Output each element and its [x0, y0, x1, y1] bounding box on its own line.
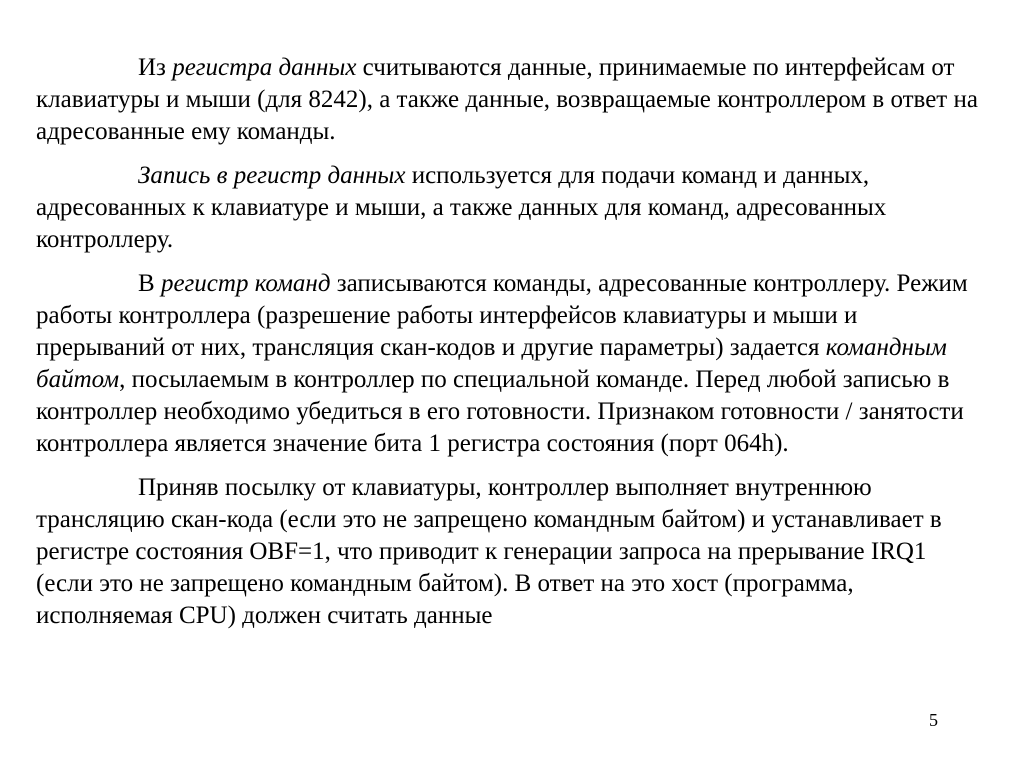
- italic-term: регистра данных: [172, 54, 357, 81]
- text-segment: используется для подачи команд и данных, адресованных к клавиатуре и мыши, а также данных для команд, адресованных контроллеру.: [36, 162, 887, 253]
- text-segment: считываются данные, принимаемые по интерфейсам от клавиатуры и мыши (для 8242), а также данные, возвращаемые контроллером в ответ на адресованные ему команды.: [36, 54, 978, 145]
- italic-term: командным байтом: [36, 334, 947, 393]
- italic-term: регистр команд: [160, 270, 331, 297]
- text-segment: В: [138, 270, 161, 297]
- paragraph-command-register: [36, 268, 988, 460]
- text-segment: Приняв посылку от клавиатуры, контроллер выполняет внутреннюю трансляцию скан-кода (если это не запрещено командным байтом) и устанавливает в регистре состояния OBF=1, что приводит к генерации запроса на прерывание IRQ1 (если это не запрещено командным байтом). В ответ на это хост (программа, исполняемая CPU) должен считать данные: [36, 474, 942, 629]
- text-segment: , посылаемым в контроллер по специальной команде. Перед любой записью в контроллер необходимо убедиться в его готовности. Признаком готовности / занятости контроллера является значение бита 1 регистра состояния (порт 064h).: [36, 366, 964, 457]
- italic-term: Запись в регистр данных: [138, 162, 406, 189]
- paragraph-data-register-read: [36, 52, 988, 148]
- slide-body: [36, 52, 988, 632]
- text-segment: записываются команды, адресованные контроллеру. Режим работы контроллера (разрешение работы интерфейсов клавиатуры и мыши и прерываний от них, трансляция скан-кодов и другие параметры) задается: [36, 270, 968, 361]
- paragraph-keyboard-receive: [36, 472, 988, 632]
- paragraph-data-register-write: [36, 160, 988, 256]
- page-number: 5: [929, 710, 938, 730]
- text-segment: Из: [138, 54, 173, 81]
